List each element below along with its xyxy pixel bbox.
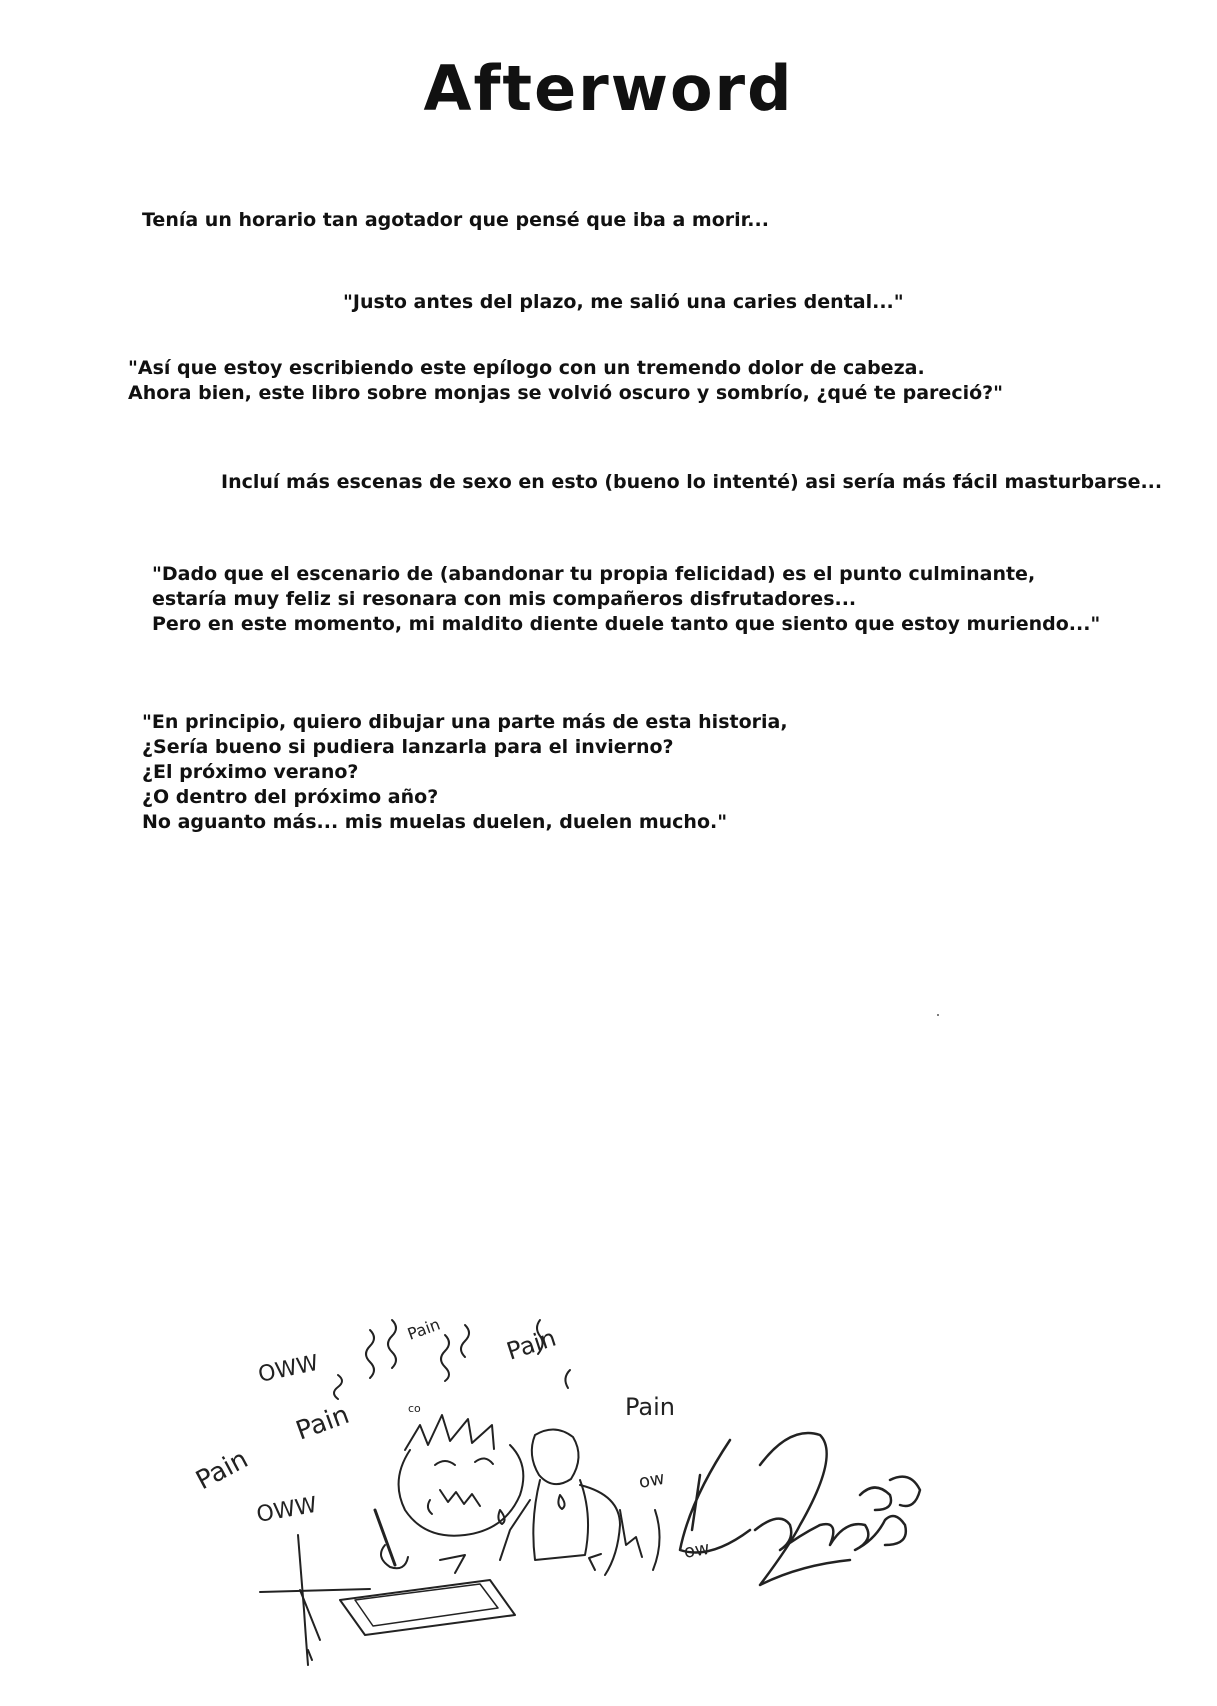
paragraph-line: ¿El próximo verano?: [142, 761, 359, 783]
character-mouth: [440, 1490, 480, 1506]
character-hair: [405, 1415, 494, 1450]
paragraph-line: "Justo antes del plazo, me salió una caries dental...": [343, 291, 904, 313]
doodle-word: Pain: [292, 1399, 354, 1447]
motion-mark: [620, 1510, 642, 1557]
doodle-word: OWW: [256, 1350, 321, 1388]
paragraph-line: "Así que estoy escribiendo este epílogo con un tremendo dolor de cabeza.: [128, 357, 925, 379]
figure-arm: [500, 1500, 530, 1560]
doodle-word: ow: [637, 1467, 667, 1493]
paragraph-line: "Dado que el escenario de (abandonar tu propia felicidad) es el punto culminante,: [152, 563, 1036, 585]
pain-squiggle: [461, 1325, 469, 1357]
paragraph-headache: [128, 356, 1003, 406]
character-eye: [435, 1461, 455, 1465]
page-title: Afterword: [423, 52, 794, 125]
paragraph-line: Pero en este momento, mi maldito diente duele tanto que siento que estoy muriendo...": [152, 613, 1101, 635]
character-cheek: [428, 1500, 432, 1514]
paragraph-line: Tenía un horario tan agotador que pensé que iba a morir...: [142, 209, 769, 231]
author-sketch: [191, 1300, 1000, 1680]
paragraph-line: ¿O dentro del próximo año?: [142, 786, 439, 808]
doodle-word: co: [408, 1402, 421, 1415]
doodle-word: ow: [682, 1537, 712, 1563]
pen-icon: [375, 1510, 395, 1565]
paragraph-caries: [343, 290, 904, 315]
character-eye: [475, 1458, 493, 1464]
pain-squiggle: [565, 1370, 570, 1388]
stray-dot: [937, 1014, 939, 1016]
desk-stand: [298, 1535, 308, 1665]
author-signature: [680, 1433, 920, 1585]
paragraph-line: No aguanto más... mis muelas duelen, duelen mucho.": [142, 811, 728, 833]
pain-squiggle: [441, 1335, 449, 1381]
pain-squiggle: [388, 1320, 396, 1368]
paragraph-next-part: [142, 710, 788, 835]
doodle-word: OWW: [254, 1492, 319, 1528]
sweat-drop: [498, 1510, 504, 1524]
pain-squiggle: [366, 1330, 374, 1378]
figure-body: [533, 1480, 588, 1560]
paragraph-line: estaría muy feliz si resonara con mis compañeros disfrutadores...: [152, 588, 857, 610]
doodle-word: Pain: [503, 1323, 560, 1366]
paragraph-line: Ahora bien, este libro sobre monjas se volvió oscuro y sombrío, ¿qué te pareció?": [128, 382, 1004, 404]
paragraph-climax: [152, 562, 1100, 637]
motion-mark: [653, 1510, 660, 1570]
doodle-word: Pain: [191, 1444, 254, 1497]
pain-squiggle: [334, 1375, 342, 1399]
desk-line: [260, 1589, 370, 1592]
figure-head: [532, 1429, 579, 1484]
paragraph-scenes: [221, 470, 1162, 495]
sweat-drop: [558, 1495, 564, 1509]
doodle-word: Pain: [625, 1393, 675, 1421]
paragraph-line: ¿Sería bueno si pudiera lanzarla para el invierno?: [142, 736, 674, 758]
paragraph-line: Incluí más escenas de sexo en esto (bueno lo intenté) asi sería más fácil masturbarse...: [221, 471, 1163, 493]
doodle-word: Pain: [404, 1314, 443, 1344]
paragraph-line: "En principio, quiero dibujar una parte más de esta historia,: [142, 711, 788, 733]
motion-mark: [589, 1554, 601, 1570]
motion-mark: [440, 1555, 465, 1573]
paragraph-schedule: [142, 208, 769, 233]
floor-mark: [308, 1650, 312, 1660]
signature-text: Tawao: [760, 1670, 764, 1671]
